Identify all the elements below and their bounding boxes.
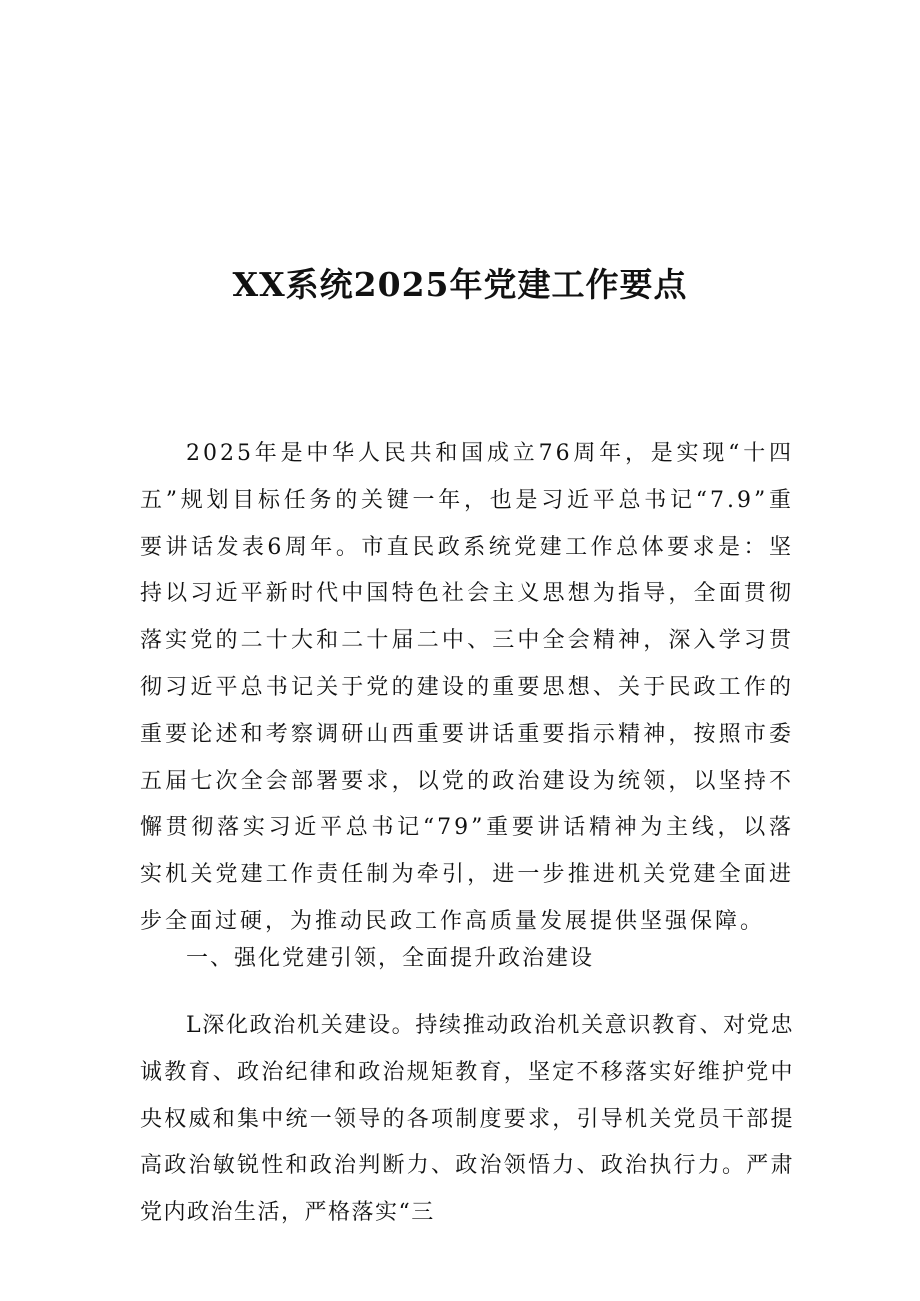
section-heading: 一、强化党建引领，全面提升政治建设	[186, 946, 595, 971]
intro-paragraph: 2025年是中华人民共和国成立76周年，是实现“十四五”规划目标任务的关键一年，也是习近平总书记“7.9”重要讲话发表6周年。市直民政系统党建工作总体要求是：坚持以习近平新时代中国特色社会主义思想为指导，全面贯彻落实党的二十大和二十届二中、三中全会精神，深入学习贯彻习近平总书记关于党的建设的重要思想、关于民政工作的重要论述和考察调研山西重要讲话重要指示精神，按照市委五届七次全会部署要求，以党的政治建设为统领，以坚持不懈贯彻落实习近平总书记“79”重要讲话精神为主线，以落实机关党建工作责任制为牵引，进一步推进机关党建全面进步全面过硬，为推动民政工作高质量发展提供坚强保障。	[140, 441, 794, 934]
section-item-paragraph: L深化政治机关建设。持续推动政治机关意识教育、对党忠诚教育、政治纪律和政治规矩教育，坚定不移落实好维护党中央权威和集中统一领导的各项制度要求，引导机关党员干部提高政治敏锐性和政治判断力、政治领悟力、政治执行力。严肃党内政治生活，严格落实“三	[140, 1013, 794, 1226]
document-title: XX系统2025年党建工作要点	[232, 265, 688, 304]
